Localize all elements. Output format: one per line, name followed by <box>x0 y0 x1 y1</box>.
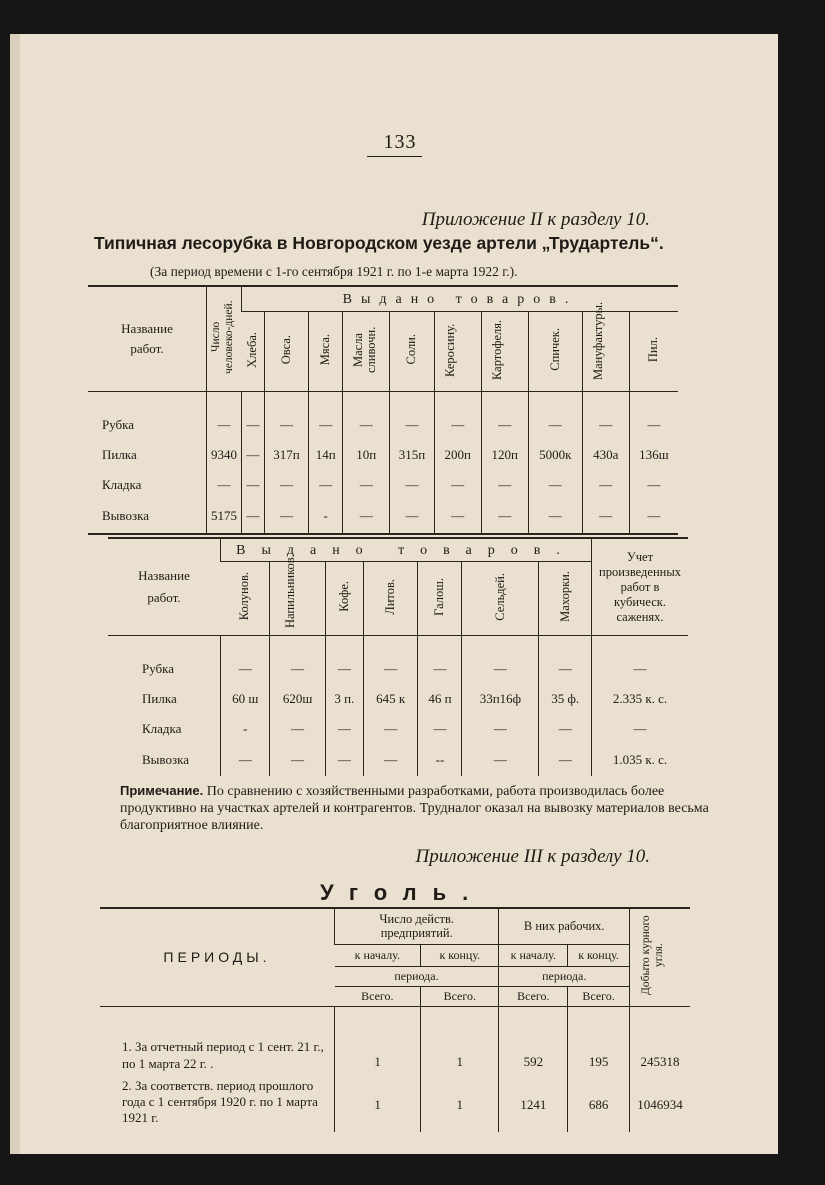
cell: — <box>434 470 481 500</box>
row-label: Вывозка <box>102 508 149 523</box>
t3-header-enterprises-text: Число действ. предприятий. <box>379 912 455 941</box>
cell: - <box>309 500 343 534</box>
cell: 245318 <box>630 1006 691 1078</box>
table-row <box>100 1006 690 1078</box>
cell: — <box>325 714 363 744</box>
cell: 10п <box>343 440 390 470</box>
t1-good-label: Спичек. <box>547 328 562 371</box>
t1-good-header <box>343 312 390 392</box>
t3-total-text: Всего. <box>361 988 394 1003</box>
t3-at-start-workers <box>499 944 568 966</box>
table-row <box>108 684 688 714</box>
t1-good-label: Мануфактуры. <box>590 301 605 380</box>
t1-good-label: Соли. <box>404 334 419 365</box>
t2-good-label: Литов. <box>383 578 398 615</box>
t1-header-name-text: Название работ. <box>121 321 173 356</box>
cell: — <box>207 410 242 440</box>
table-row <box>108 654 688 684</box>
cell: 5175 <box>207 500 242 534</box>
cell: 1 <box>421 1006 499 1078</box>
t3-at-end-text: к концу. <box>439 947 481 962</box>
cell: — <box>629 410 678 440</box>
cell: — <box>462 744 539 776</box>
section-title: Уголь. <box>320 880 485 905</box>
t1-good-header <box>481 312 528 392</box>
cell: — <box>528 410 582 440</box>
cell: 315п <box>390 440 435 470</box>
cell: — <box>582 500 629 534</box>
t2-good-header <box>462 562 539 636</box>
cell: — <box>582 410 629 440</box>
t3-total-text: Всего. <box>517 988 550 1003</box>
cell: — <box>221 654 270 684</box>
t1-good-header <box>582 301 629 392</box>
cell: — <box>221 744 270 776</box>
row-label: Рубка <box>142 660 175 676</box>
t3-at-end-workers <box>568 944 630 966</box>
t3-header-coal-text: Добыто курного угля. <box>640 915 665 996</box>
row-label: Вывозка <box>142 751 189 767</box>
cell: -- <box>418 744 462 776</box>
t2-header-group <box>221 538 592 562</box>
cell: — <box>309 470 343 500</box>
t3-period-text: периода. <box>542 968 587 983</box>
t1-good-label: Овса. <box>278 334 293 365</box>
cell: — <box>390 410 435 440</box>
document-subtitle: (За период времени с 1-го сентября 1921 г. по 1-е марта 1922 г.). <box>150 264 518 279</box>
page-number-rule <box>367 156 422 157</box>
t3-total-text: Всего. <box>582 988 615 1003</box>
cell: 686 <box>568 1078 630 1132</box>
t1-good-header <box>629 312 678 392</box>
t2-good-label: Сельдей. <box>492 572 507 621</box>
cell: — <box>264 500 309 534</box>
t2-header-account <box>592 538 689 636</box>
cell: 46 п <box>418 684 462 714</box>
t2-good-header <box>363 562 418 636</box>
cell: — <box>325 744 363 776</box>
cell: 1046934 <box>630 1078 691 1132</box>
cell: — <box>582 470 629 500</box>
table-logging-1 <box>88 285 678 535</box>
appendix-ii-heading: Приложение II к разделу 10. <box>421 209 650 230</box>
cell: — <box>363 744 418 776</box>
cell: — <box>343 500 390 534</box>
t2-good-header <box>539 562 592 636</box>
cell: 620ш <box>270 684 325 714</box>
cell: — <box>242 410 265 440</box>
cell: 60 ш <box>221 684 270 714</box>
t2-header-group-text: Выдано товаров. <box>236 542 576 558</box>
t3-total <box>335 986 421 1006</box>
t2-header-name <box>108 538 221 636</box>
cell: — <box>592 654 689 684</box>
cell: — <box>434 410 481 440</box>
page-number: 133 <box>383 131 417 153</box>
cell: 1.035 к. с. <box>592 744 689 776</box>
t3-at-end-enterprises <box>421 944 499 966</box>
cell: — <box>629 470 678 500</box>
t3-total-text: Всего. <box>443 988 477 1003</box>
cell: 645 к <box>363 684 418 714</box>
cell: 35 ф. <box>539 684 592 714</box>
cell: — <box>343 410 390 440</box>
cell: 1 <box>335 1006 421 1078</box>
t1-good-header <box>242 312 265 392</box>
note-text: По сравнению с хозяйственными разработками, работа производилась более продуктивно на участках артелей и контрагентов. Трудналог оказал на вывозку материалов весьма благоприятное влияние. <box>120 784 709 833</box>
cell: 195 <box>568 1006 630 1078</box>
cell: 317п <box>264 440 309 470</box>
cell: — <box>363 654 418 684</box>
cell: — <box>264 470 309 500</box>
t3-total <box>421 986 499 1006</box>
document-page <box>10 34 778 1154</box>
t2-good-label: Галош. <box>432 577 447 616</box>
table-row <box>108 744 688 776</box>
table-row <box>108 714 688 744</box>
cell: — <box>418 714 462 744</box>
t1-good-label: Керосину. <box>442 322 457 377</box>
row-label: 1. За отчетный период с 1 сент. 21 г., по 1 марта 22 г. . <box>122 1039 324 1071</box>
cell: — <box>390 500 435 534</box>
t2-good-label: Махорки. <box>557 571 572 622</box>
t3-at-start-text: к началу. <box>354 947 400 962</box>
table-logging-2 <box>108 537 688 776</box>
row-label: 2. За соответств. период прошлого года с 1 сентября 1920 г. по 1 марта 1921 г. <box>122 1078 318 1125</box>
cell: — <box>390 470 435 500</box>
table-row <box>88 440 678 470</box>
t3-period-enterprises <box>335 966 499 986</box>
table-row <box>88 470 678 500</box>
t1-good-header <box>309 312 343 392</box>
table-row <box>88 500 678 534</box>
row-label: Пилка <box>142 690 177 706</box>
cell: — <box>207 470 242 500</box>
cell: — <box>539 654 592 684</box>
cell: — <box>325 654 363 684</box>
cell: 9340 <box>207 440 242 470</box>
t1-header-name <box>88 286 207 392</box>
cell: — <box>270 654 325 684</box>
cell: — <box>629 500 678 534</box>
cell: — <box>270 744 325 776</box>
t3-total <box>568 986 630 1006</box>
cell: — <box>481 410 528 440</box>
cell: 136ш <box>629 440 678 470</box>
t3-header-workers-text: В них рабочих. <box>523 918 605 933</box>
t3-at-start-text: к началу. <box>510 947 556 962</box>
row-label: Кладка <box>102 476 142 492</box>
cell: — <box>309 410 343 440</box>
cell: 3 п. <box>325 684 363 714</box>
t3-header-workers <box>499 908 630 944</box>
cell: 5000к <box>528 440 582 470</box>
t1-good-header <box>528 312 582 392</box>
cell: — <box>539 714 592 744</box>
cell: — <box>592 714 689 744</box>
t3-header-periods-text: ПЕРИОДЫ. <box>163 949 271 966</box>
cell: 120п <box>481 440 528 470</box>
t1-good-header <box>390 312 435 392</box>
cell: 1 <box>335 1078 421 1132</box>
t2-good-label: Кофе. <box>336 581 351 612</box>
table-row <box>88 410 678 440</box>
t1-header-mandays-text: Число человеко-дней. <box>210 300 235 374</box>
table-row <box>100 1078 690 1132</box>
row-label: Рубка <box>102 416 135 432</box>
table-coal <box>100 907 690 1132</box>
note <box>120 782 710 834</box>
appendix-iii-heading: Приложение III к разделу 10. <box>415 846 650 867</box>
t3-at-end-text: к концу. <box>578 947 619 962</box>
t2-header-account-text: Учет произведенных работ в кубическ. саженях. <box>599 549 681 624</box>
t2-good-label: Колунов. <box>237 572 252 621</box>
cell: — <box>242 500 265 534</box>
cell: — <box>343 470 390 500</box>
cell: — <box>481 470 528 500</box>
cell: — <box>528 470 582 500</box>
t3-period-text: периода. <box>394 968 439 983</box>
cell: - <box>221 714 270 744</box>
cell: — <box>242 470 265 500</box>
t1-header-group-text: Выдано товаров. <box>342 291 578 307</box>
t1-good-label: Масла сливочн. <box>351 326 379 373</box>
t2-good-label: Напильников. <box>282 553 297 628</box>
t3-header-periods <box>100 908 335 1006</box>
cell: — <box>528 500 582 534</box>
cell: — <box>462 714 539 744</box>
cell: — <box>418 654 462 684</box>
t3-header-coal <box>630 908 691 1006</box>
cell: — <box>434 500 481 534</box>
note-label: Примечание. <box>120 783 204 798</box>
row-label: Кладка <box>142 720 182 736</box>
t3-total <box>499 986 568 1006</box>
cell: 1241 <box>499 1078 568 1132</box>
cell: — <box>242 440 265 470</box>
cell: 200п <box>434 440 481 470</box>
t1-good-label: Мяса. <box>318 333 333 366</box>
cell: 14п <box>309 440 343 470</box>
t2-good-header <box>270 553 325 636</box>
cell: 430а <box>582 440 629 470</box>
cell: 592 <box>499 1006 568 1078</box>
cell: — <box>539 744 592 776</box>
t2-good-header <box>418 562 462 636</box>
t1-good-label: Пил. <box>646 336 661 363</box>
cell: 33п16ф <box>462 684 539 714</box>
t1-good-label: Хлеба. <box>245 331 260 368</box>
t3-at-start-enterprises <box>335 944 421 966</box>
cell: — <box>481 500 528 534</box>
t2-header-name-text: Название работ. <box>138 568 190 605</box>
t2-good-header <box>325 562 363 636</box>
t3-header-enterprises <box>335 908 499 944</box>
t1-header-group <box>242 286 679 312</box>
cell: — <box>270 714 325 744</box>
t3-period-workers <box>499 966 630 986</box>
row-label: Пилка <box>102 446 137 462</box>
cell: — <box>462 654 539 684</box>
t1-good-label: Картофеля. <box>489 319 504 380</box>
document-title: Типичная лесорубка в Новгородском уезде артели „Трудартель“. <box>94 233 664 253</box>
cell: 1 <box>421 1078 499 1132</box>
cell: — <box>363 714 418 744</box>
t1-good-header <box>264 312 309 392</box>
cell: 2.335 к. с. <box>592 684 689 714</box>
t2-good-header <box>221 562 270 636</box>
t1-good-header <box>434 312 481 392</box>
cell: — <box>264 410 309 440</box>
t1-header-mandays <box>207 286 242 392</box>
